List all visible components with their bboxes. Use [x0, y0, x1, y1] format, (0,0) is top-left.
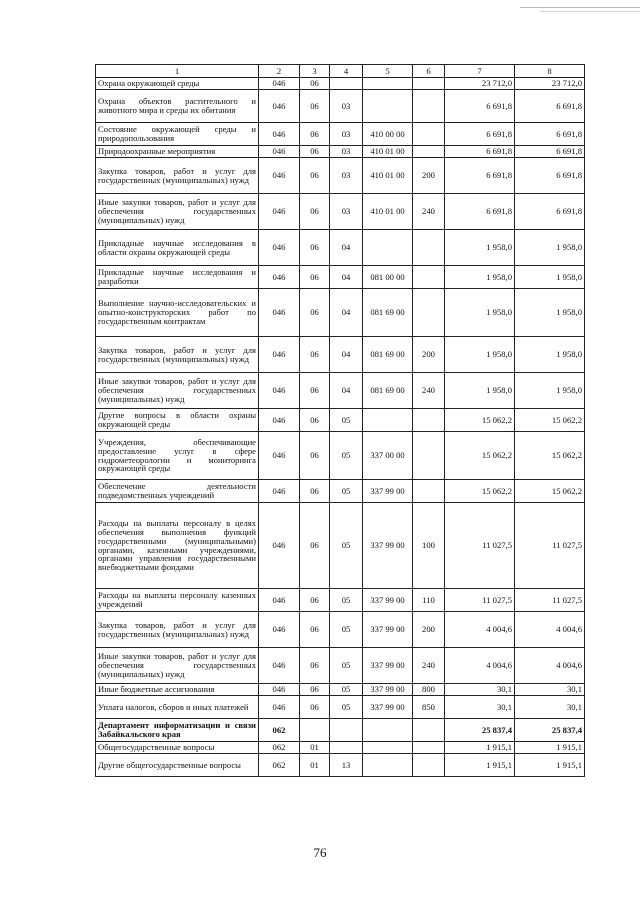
- table-row: [96, 194, 585, 230]
- table-row: [96, 337, 585, 373]
- section-code-cell: 06: [300, 78, 330, 90]
- row-name-cell: Расходы на выплаты персоналу в целях обеспечения выполнения функций государственными (муниципальными) органами, казенными учреждениями, органами управления государственными внебюджетными фондами: [96, 503, 259, 589]
- section-code-cell: 06: [300, 648, 330, 684]
- subsection-code-cell: 03: [330, 90, 363, 123]
- amount-cell: 30,1: [445, 684, 515, 696]
- section-code-cell: 06: [300, 337, 330, 373]
- row-name-cell: Закупка товаров, работ и услуг для государственных (муниципальных) нужд: [96, 337, 259, 373]
- table-body: [96, 78, 585, 777]
- target-article-cell: [363, 742, 413, 754]
- subsection-code-cell: 04: [330, 230, 363, 266]
- expense-type-cell: [413, 754, 445, 777]
- subsection-code-cell: 05: [330, 432, 363, 480]
- table-row: [96, 480, 585, 503]
- amount-cell: 1 958,0: [515, 337, 585, 373]
- expense-type-cell: 200: [413, 158, 445, 194]
- section-code-cell: 06: [300, 696, 330, 719]
- row-name-cell: Расходы на выплаты персоналу казенных учреждений: [96, 589, 259, 612]
- amount-cell: 6 691,8: [445, 123, 515, 146]
- target-article-cell: [363, 230, 413, 266]
- row-name-cell: Охрана окружающей среды: [96, 78, 259, 90]
- table-row: [96, 719, 585, 742]
- section-code-cell: 06: [300, 158, 330, 194]
- target-article-cell: 081 00 00: [363, 266, 413, 289]
- admin-code-cell: 046: [259, 230, 300, 266]
- section-code-cell: 01: [300, 742, 330, 754]
- admin-code-cell: 046: [259, 289, 300, 337]
- target-article-cell: 410 00 00: [363, 123, 413, 146]
- admin-code-cell: 046: [259, 337, 300, 373]
- target-article-cell: 337 00 00: [363, 432, 413, 480]
- admin-code-cell: 046: [259, 409, 300, 432]
- amount-cell: 15 062,2: [515, 409, 585, 432]
- amount-cell: 6 691,8: [515, 146, 585, 158]
- row-name-cell: Уплата налогов, сборов и иных платежей: [96, 696, 259, 719]
- target-article-cell: 410 01 00: [363, 146, 413, 158]
- subsection-code-cell: 05: [330, 696, 363, 719]
- table-row: [96, 90, 585, 123]
- admin-code-cell: 046: [259, 648, 300, 684]
- expense-type-cell: [413, 719, 445, 742]
- amount-cell: 1 958,0: [445, 337, 515, 373]
- amount-cell: 6 691,8: [445, 146, 515, 158]
- section-code-cell: 06: [300, 146, 330, 158]
- admin-code-cell: 046: [259, 90, 300, 123]
- admin-code-cell: 046: [259, 123, 300, 146]
- amount-cell: 30,1: [515, 696, 585, 719]
- section-code-cell: 06: [300, 373, 330, 409]
- subsection-code-cell: 03: [330, 123, 363, 146]
- admin-code-cell: 046: [259, 612, 300, 648]
- amount-cell: 1 915,1: [515, 742, 585, 754]
- section-code-cell: 06: [300, 684, 330, 696]
- row-name-cell: Другие вопросы в области охраны окружающей среды: [96, 409, 259, 432]
- admin-code-cell: 046: [259, 432, 300, 480]
- section-code-cell: 06: [300, 480, 330, 503]
- amount-cell: 15 062,2: [515, 480, 585, 503]
- top-edge-rule: [520, 7, 640, 8]
- section-code-cell: [300, 719, 330, 742]
- amount-cell: 1 958,0: [515, 373, 585, 409]
- subsection-code-cell: 05: [330, 648, 363, 684]
- row-name-cell: Прикладные научные исследования в области охраны окружающей среды: [96, 230, 259, 266]
- amount-cell: 4 004,6: [515, 648, 585, 684]
- table-row: [96, 696, 585, 719]
- row-name-cell: Прикладные научные исследования и разработки: [96, 266, 259, 289]
- admin-code-cell: 062: [259, 742, 300, 754]
- subsection-code-cell: 05: [330, 684, 363, 696]
- expense-type-cell: 240: [413, 194, 445, 230]
- subsection-code-cell: 04: [330, 337, 363, 373]
- row-name-cell: Охрана объектов растительного и животного мира и среды их обитания: [96, 90, 259, 123]
- top-edge-rule-secondary: [540, 11, 640, 12]
- amount-cell: 30,1: [445, 696, 515, 719]
- admin-code-cell: 046: [259, 696, 300, 719]
- amount-cell: 25 837,4: [445, 719, 515, 742]
- section-code-cell: 06: [300, 289, 330, 337]
- admin-code-cell: 062: [259, 754, 300, 777]
- target-article-cell: [363, 409, 413, 432]
- expense-type-cell: [413, 230, 445, 266]
- expense-type-cell: 800: [413, 684, 445, 696]
- table-row: [96, 409, 585, 432]
- amount-cell: 15 062,2: [445, 432, 515, 480]
- table-row: [96, 432, 585, 480]
- table-row: [96, 289, 585, 337]
- target-article-cell: 337 99 00: [363, 696, 413, 719]
- admin-code-cell: 046: [259, 194, 300, 230]
- amount-cell: 1 915,1: [515, 754, 585, 777]
- row-name-cell: Иные закупки товаров, работ и услуг для обеспечения государственных (муниципальных) нужд: [96, 648, 259, 684]
- section-code-cell: 06: [300, 266, 330, 289]
- admin-code-cell: 046: [259, 589, 300, 612]
- row-name-cell: Закупка товаров, работ и услуг для государственных (муниципальных) нужд: [96, 158, 259, 194]
- subsection-code-cell: 04: [330, 266, 363, 289]
- expense-type-cell: 100: [413, 503, 445, 589]
- amount-cell: 1 915,1: [445, 742, 515, 754]
- section-code-cell: 06: [300, 194, 330, 230]
- target-article-cell: [363, 90, 413, 123]
- admin-code-cell: 046: [259, 684, 300, 696]
- amount-cell: 6 691,8: [445, 158, 515, 194]
- row-name-cell: Департамент информатизации и связи Забайкальского края: [96, 719, 259, 742]
- table-row: [96, 78, 585, 90]
- subsection-code-cell: 05: [330, 503, 363, 589]
- target-article-cell: 337 99 00: [363, 684, 413, 696]
- expense-type-cell: [413, 146, 445, 158]
- amount-cell: 6 691,8: [515, 158, 585, 194]
- table-row: [96, 754, 585, 777]
- amount-cell: 4 004,6: [515, 612, 585, 648]
- row-name-cell: Выполнение научно-исследовательских и опытно-конструкторских работ по государственным контрактам: [96, 289, 259, 337]
- table-row: [96, 373, 585, 409]
- admin-code-cell: 046: [259, 266, 300, 289]
- table-row: [96, 648, 585, 684]
- amount-cell: 6 691,8: [515, 90, 585, 123]
- amount-cell: 4 004,6: [445, 648, 515, 684]
- amount-cell: 30,1: [515, 684, 585, 696]
- expense-type-cell: [413, 289, 445, 337]
- expense-type-cell: [413, 90, 445, 123]
- target-article-cell: 410 01 00: [363, 158, 413, 194]
- expense-type-cell: 240: [413, 373, 445, 409]
- table-row: [96, 684, 585, 696]
- target-article-cell: 337 99 00: [363, 503, 413, 589]
- amount-cell: 6 691,8: [445, 194, 515, 230]
- expense-type-cell: 110: [413, 589, 445, 612]
- header-cell: 3: [300, 65, 330, 78]
- header-cell: 7: [445, 65, 515, 78]
- table-row: [96, 146, 585, 158]
- target-article-cell: 081 69 00: [363, 337, 413, 373]
- admin-code-cell: 046: [259, 158, 300, 194]
- subsection-code-cell: 05: [330, 480, 363, 503]
- page-number: 76: [313, 845, 327, 860]
- section-code-cell: 06: [300, 123, 330, 146]
- header-cell: 6: [413, 65, 445, 78]
- expense-type-cell: [413, 409, 445, 432]
- expense-type-cell: 200: [413, 612, 445, 648]
- subsection-code-cell: 05: [330, 612, 363, 648]
- table-row: [96, 230, 585, 266]
- row-name-cell: Другие общегосударственные вопросы: [96, 754, 259, 777]
- row-name-cell: Иные закупки товаров, работ и услуг для обеспечения государственных (муниципальных) нужд: [96, 194, 259, 230]
- amount-cell: 1 958,0: [445, 373, 515, 409]
- amount-cell: 6 691,8: [445, 90, 515, 123]
- amount-cell: 15 062,2: [445, 480, 515, 503]
- subsection-code-cell: [330, 78, 363, 90]
- admin-code-cell: 046: [259, 373, 300, 409]
- target-article-cell: 337 99 00: [363, 648, 413, 684]
- amount-cell: 25 837,4: [515, 719, 585, 742]
- expense-type-cell: [413, 742, 445, 754]
- subsection-code-cell: 04: [330, 289, 363, 337]
- amount-cell: 23 712,0: [515, 78, 585, 90]
- admin-code-cell: 062: [259, 719, 300, 742]
- amount-cell: 4 004,6: [445, 612, 515, 648]
- amount-cell: 23 712,0: [445, 78, 515, 90]
- row-name-cell: Учреждения, обеспечивающие предоставление услуг в сфере гидрометеорологии и мониторинга окружающей среды: [96, 432, 259, 480]
- amount-cell: 1 958,0: [445, 230, 515, 266]
- expense-type-cell: [413, 78, 445, 90]
- target-article-cell: 081 69 00: [363, 289, 413, 337]
- target-article-cell: [363, 754, 413, 777]
- table-row: [96, 123, 585, 146]
- expense-type-cell: 240: [413, 648, 445, 684]
- subsection-code-cell: 05: [330, 589, 363, 612]
- row-name-cell: Иные закупки товаров, работ и услуг для обеспечения государственных (муниципальных) нужд: [96, 373, 259, 409]
- admin-code-cell: 046: [259, 146, 300, 158]
- row-name-cell: Природоохранные мероприятия: [96, 146, 259, 158]
- target-article-cell: 337 99 00: [363, 612, 413, 648]
- expense-type-cell: 200: [413, 337, 445, 373]
- row-name-cell: Закупка товаров, работ и услуг для государственных (муниципальных) нужд: [96, 612, 259, 648]
- amount-cell: 6 691,8: [515, 194, 585, 230]
- section-code-cell: 06: [300, 409, 330, 432]
- table-row: [96, 612, 585, 648]
- section-code-cell: 06: [300, 230, 330, 266]
- row-name-cell: Общегосударственные вопросы: [96, 742, 259, 754]
- amount-cell: 11 027,5: [515, 589, 585, 612]
- subsection-code-cell: 03: [330, 146, 363, 158]
- section-code-cell: 06: [300, 432, 330, 480]
- section-code-cell: 06: [300, 503, 330, 589]
- amount-cell: 1 958,0: [515, 230, 585, 266]
- header-cell: 1: [96, 65, 259, 78]
- expense-type-cell: [413, 432, 445, 480]
- subsection-code-cell: 13: [330, 754, 363, 777]
- table-row: [96, 266, 585, 289]
- subsection-code-cell: [330, 742, 363, 754]
- expense-type-cell: [413, 480, 445, 503]
- section-code-cell: 06: [300, 90, 330, 123]
- amount-cell: 1 958,0: [445, 266, 515, 289]
- amount-cell: 11 027,5: [445, 589, 515, 612]
- subsection-code-cell: [330, 719, 363, 742]
- header-row: [96, 65, 585, 78]
- section-code-cell: 01: [300, 754, 330, 777]
- subsection-code-cell: 05: [330, 409, 363, 432]
- header-cell: 4: [330, 65, 363, 78]
- amount-cell: 11 027,5: [445, 503, 515, 589]
- row-name-cell: Иные бюджетные ассигнования: [96, 684, 259, 696]
- row-name-cell: Состояние окружающей среды и природопользования: [96, 123, 259, 146]
- row-name-cell: Обеспечение деятельности подведомственных учреждений: [96, 480, 259, 503]
- admin-code-cell: 046: [259, 480, 300, 503]
- subsection-code-cell: 03: [330, 158, 363, 194]
- amount-cell: 1 958,0: [445, 289, 515, 337]
- admin-code-cell: 046: [259, 503, 300, 589]
- amount-cell: 6 691,8: [515, 123, 585, 146]
- target-article-cell: 410 01 00: [363, 194, 413, 230]
- amount-cell: 11 027,5: [515, 503, 585, 589]
- table-row: [96, 158, 585, 194]
- table-row: [96, 589, 585, 612]
- header-cell: 2: [259, 65, 300, 78]
- header-cell: 5: [363, 65, 413, 78]
- header-cell: 8: [515, 65, 585, 78]
- target-article-cell: 337 99 00: [363, 589, 413, 612]
- amount-cell: 1 915,1: [445, 754, 515, 777]
- amount-cell: 15 062,2: [515, 432, 585, 480]
- section-code-cell: 06: [300, 612, 330, 648]
- amount-cell: 15 062,2: [445, 409, 515, 432]
- amount-cell: 1 958,0: [515, 266, 585, 289]
- target-article-cell: 081 69 00: [363, 373, 413, 409]
- admin-code-cell: 046: [259, 78, 300, 90]
- subsection-code-cell: 04: [330, 373, 363, 409]
- section-code-cell: 06: [300, 589, 330, 612]
- amount-cell: 1 958,0: [515, 289, 585, 337]
- target-article-cell: [363, 78, 413, 90]
- expense-type-cell: [413, 266, 445, 289]
- budget-table: [95, 64, 585, 777]
- expense-type-cell: [413, 123, 445, 146]
- table-row: [96, 503, 585, 589]
- expense-type-cell: 850: [413, 696, 445, 719]
- target-article-cell: 337 99 00: [363, 480, 413, 503]
- table-row: [96, 742, 585, 754]
- target-article-cell: [363, 719, 413, 742]
- subsection-code-cell: 03: [330, 194, 363, 230]
